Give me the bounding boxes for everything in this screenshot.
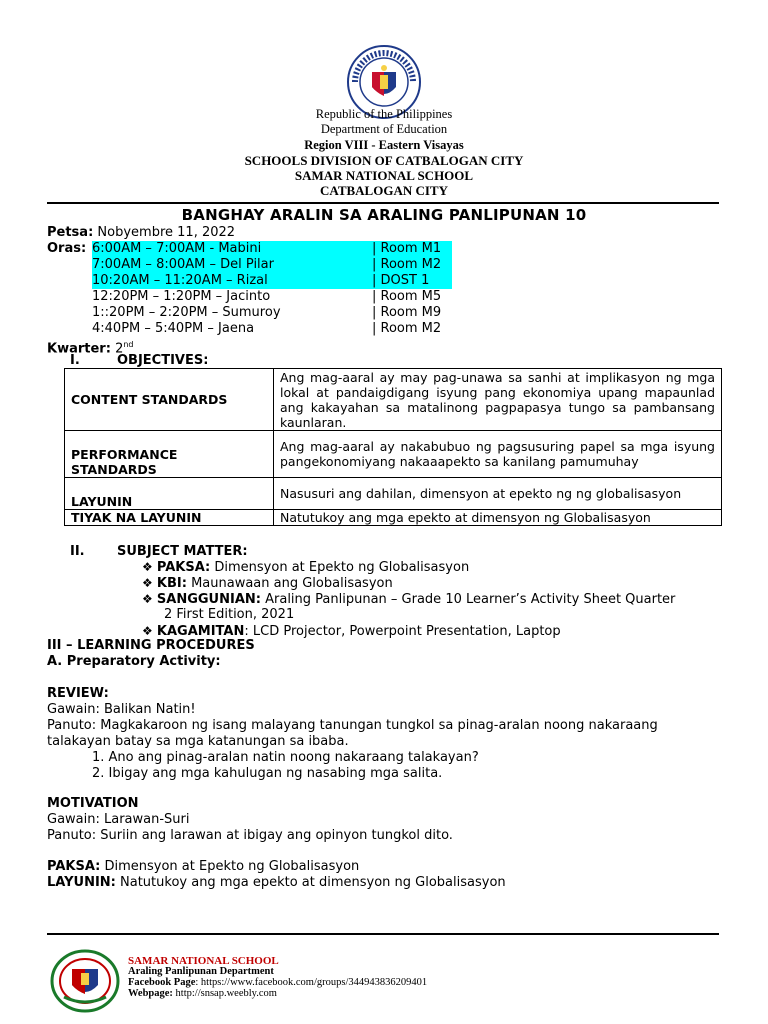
bottom-rule bbox=[47, 933, 719, 935]
item-label: SANGGUNIAN: bbox=[156, 592, 261, 607]
motivation-gawain: Gawain: Larawan-Suri bbox=[47, 812, 190, 827]
diamond-bullet-icon: ❖ bbox=[142, 624, 153, 638]
footer-webpage-link[interactable]: http://snsap.weebly.com bbox=[172, 988, 277, 999]
procedures-heading: III – LEARNING PROCEDURES bbox=[47, 638, 255, 653]
motivation-panuto: Panuto: Suriin ang larawan at ibigay ang opinyon tungkol dito. bbox=[47, 828, 453, 843]
schedule-time: 7:00AM – 8:00AM – Del Pilar bbox=[92, 257, 274, 272]
item-label: KAGAMITAN bbox=[156, 624, 245, 639]
schedule-time: 10:20AM – 11:20AM – Rizal bbox=[92, 273, 268, 288]
item-text: Araling Panlipunan – Grade 10 Learner’s Activity Sheet Quarter bbox=[265, 592, 676, 607]
motivation-heading: MOTIVATION bbox=[47, 796, 139, 811]
footer-department: Araling Panlipunan Department bbox=[128, 966, 274, 977]
kwarter-suffix: nd bbox=[123, 340, 134, 349]
table-row bbox=[65, 478, 722, 510]
objectives-heading: OBJECTIVES: bbox=[117, 353, 209, 368]
item-text: Maunawaan ang Globalisasyon bbox=[191, 576, 393, 591]
list-item bbox=[142, 575, 393, 592]
procedures-subheading: A. Preparatory Activity: bbox=[47, 654, 221, 669]
schedule-time: 12:20PM – 1:20PM – Jacinto bbox=[92, 289, 271, 304]
footer-webpage[interactable] bbox=[128, 988, 277, 1000]
header-division: SCHOOLS DIVISION OF CATBALOGAN CITY bbox=[244, 153, 524, 168]
schedule-room: | Room M5 bbox=[372, 289, 442, 304]
diamond-bullet-icon: ❖ bbox=[142, 560, 153, 574]
footer-facebook-link[interactable]: : https://www.facebook.com/groups/344943836209401 bbox=[195, 977, 428, 988]
subject-matter-number: II. bbox=[70, 544, 85, 559]
schedule-time: 1::20PM – 2:20PM – Sumuroy bbox=[92, 305, 281, 320]
table-row bbox=[65, 431, 722, 478]
item-text: : LCD Projector, Powerpoint Presentation, Laptop bbox=[244, 624, 561, 639]
petsa-value: Nobyembre 11, 2022 bbox=[97, 225, 236, 240]
school-logo bbox=[50, 949, 120, 1013]
paksa-line bbox=[47, 859, 359, 875]
schedule-time: 4:40PM – 5:40PM – Jaena bbox=[92, 321, 255, 336]
review-panuto-cont: talakayan batay sa mga katanungan sa ibaba. bbox=[47, 734, 349, 749]
subject-matter-heading: SUBJECT MATTER: bbox=[117, 544, 248, 559]
table-value-cell: Ang mag-aaral ay may pag-unawa sa sanhi at implikasyon ng mga lokal at pandaigdigang isyung pang ekonomiya upang mapaunlad ang kakayahan sa matalinong pagpapasya tungo sa pambansang kaunlaran. bbox=[274, 369, 722, 431]
layunin-label: LAYUNIN: bbox=[47, 875, 116, 890]
objectives-table bbox=[64, 368, 722, 526]
review-question-2: 2. Ibigay ang mga kahulugan ng nasabing mga salita. bbox=[92, 766, 443, 781]
schedule-room: | Room M1 bbox=[372, 241, 442, 256]
review-heading: REVIEW: bbox=[47, 686, 109, 701]
schedule-room: | DOST 1 bbox=[372, 273, 430, 288]
table-label-cell: TIYAK NA LAYUNIN bbox=[65, 510, 274, 526]
header-school: SAMAR NATIONAL SCHOOL bbox=[294, 168, 474, 183]
top-rule bbox=[47, 202, 719, 204]
schedule-row bbox=[92, 289, 452, 305]
petsa-line bbox=[47, 225, 235, 241]
footer-school: SAMAR NATIONAL SCHOOL bbox=[128, 955, 279, 967]
layunin-text: Natutukoy ang mga epekto at dimensyon ng Globalisasyon bbox=[120, 875, 506, 890]
header-city: CATBALOGAN CITY bbox=[320, 183, 448, 198]
table-value-cell: Ang mag-aaral ay nakabubuo ng pagsusuring papel sa mga isyung pangekonomiyang nakaaapekto sa kanilang pamumuhay bbox=[274, 431, 722, 478]
list-item bbox=[142, 559, 469, 576]
kwarter-value: 2 bbox=[115, 341, 124, 357]
schedule-row bbox=[92, 321, 452, 337]
petsa-label: Petsa: bbox=[47, 225, 94, 240]
list-item bbox=[142, 591, 675, 608]
layunin-line bbox=[47, 875, 506, 891]
schedule-time: 6:00AM – 7:00AM - Mabini bbox=[92, 241, 262, 256]
footer-facebook-label: Facebook Page bbox=[128, 977, 196, 988]
table-label-cell: PERFORMANCE STANDARDS bbox=[65, 431, 274, 478]
schedule-row bbox=[92, 273, 452, 289]
paksa-text: Dimensyon at Epekto ng Globalisasyon bbox=[104, 859, 360, 874]
table-row bbox=[65, 369, 722, 431]
schedule-row bbox=[92, 241, 452, 257]
schedule-room: | Room M9 bbox=[372, 305, 442, 320]
table-row bbox=[65, 510, 722, 526]
header-republic: Republic of the Philippines bbox=[315, 107, 453, 121]
document-title: BANGHAY ARALIN SA ARALING PANLIPUNAN 10 bbox=[181, 206, 587, 224]
paksa-label: PAKSA: bbox=[47, 859, 101, 874]
table-label-cell: LAYUNIN bbox=[65, 478, 274, 510]
objectives-number: I. bbox=[70, 353, 80, 368]
kwarter-label: Kwarter: bbox=[47, 341, 111, 357]
oras-label: Oras: bbox=[47, 241, 87, 256]
review-panuto: Panuto: Magkakaroon ng isang malayang tanungan tungkol sa pinag-aralan noong nakaraang bbox=[47, 718, 658, 733]
table-value-cell: Nasusuri ang dahilan, dimensyon at epekto ng ng globalisasyon bbox=[274, 478, 722, 510]
schedule-room: | Room M2 bbox=[372, 321, 442, 336]
diamond-bullet-icon: ❖ bbox=[142, 592, 153, 606]
schedule-row bbox=[92, 305, 452, 321]
item-label: KBI: bbox=[156, 576, 187, 591]
header-department: Department of Education bbox=[320, 122, 448, 136]
header-region: Region VIII - Eastern Visayas bbox=[304, 138, 464, 152]
table-label-cell: CONTENT STANDARDS bbox=[65, 369, 274, 431]
review-gawain: Gawain: Balikan Natin! bbox=[47, 702, 196, 717]
diamond-bullet-icon: ❖ bbox=[142, 576, 153, 590]
table-value-cell: Natutukoy ang mga epekto at dimensyon ng Globalisasyon bbox=[274, 510, 722, 526]
schedule-room: | Room M2 bbox=[372, 257, 442, 272]
list-item-continuation: 2 First Edition, 2021 bbox=[164, 607, 295, 622]
item-text: Dimensyon at Epekto ng Globalisasyon bbox=[214, 560, 470, 575]
review-question-1: 1. Ano ang pinag-aralan natin noong nakaraang talakayan? bbox=[92, 750, 479, 765]
item-label: PAKSA: bbox=[156, 560, 211, 575]
schedule-row bbox=[92, 257, 452, 273]
footer-webpage-label: Webpage: bbox=[128, 988, 173, 999]
